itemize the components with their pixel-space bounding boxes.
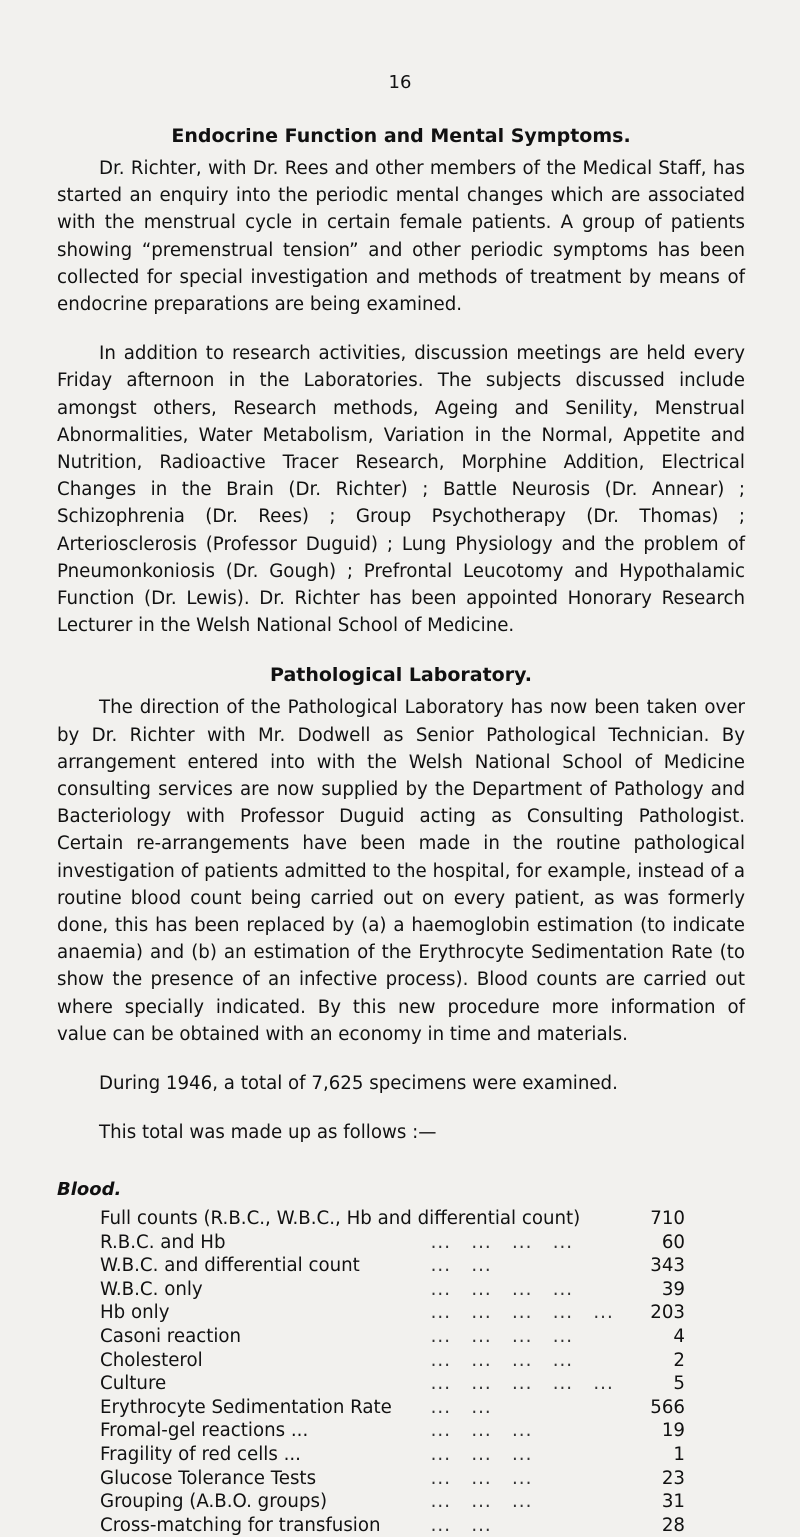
- leader-dots: ... ... ...: [430, 1444, 533, 1466]
- test-count: 28: [661, 1514, 685, 1536]
- section-heading-endocrine: Endocrine Function and Mental Symptoms.: [171, 125, 631, 147]
- test-count: 31: [661, 1491, 685, 1513]
- leader-dots: ... ... ...: [430, 1420, 533, 1442]
- leader-dots: ... ...: [430, 1514, 492, 1536]
- table-row: [100, 1254, 685, 1278]
- leader-dots: ... ... ...: [430, 1467, 533, 1489]
- test-name: Grouping (A.B.O. groups): [100, 1491, 328, 1513]
- table-row: [100, 1325, 685, 1349]
- test-count: 343: [650, 1255, 685, 1277]
- table-row: [100, 1231, 685, 1255]
- table-row: [100, 1443, 685, 1467]
- blood-label: Blood.: [57, 1179, 122, 1201]
- leader-dots: ... ... ... ... ...: [430, 1302, 614, 1324]
- section-heading-pathological: Pathological Laboratory.: [270, 664, 532, 687]
- test-name: Erythrocyte Sedimentation Rate: [100, 1396, 392, 1418]
- test-count: 4: [673, 1326, 685, 1348]
- test-count: 566: [650, 1396, 685, 1418]
- leader-dots: ... ... ... ... ...: [430, 1373, 614, 1395]
- test-count: 23: [661, 1467, 685, 1489]
- test-name: Fragility of red cells ...: [100, 1444, 301, 1466]
- test-name: Fromal-gel reactions ...: [100, 1420, 309, 1442]
- table-row: [100, 1349, 685, 1373]
- test-count: 2: [673, 1349, 685, 1371]
- document-body: [57, 122, 745, 1537]
- test-name: Hb only: [100, 1302, 170, 1324]
- test-name: Glucose Tolerance Tests: [100, 1467, 317, 1489]
- paragraph-pathological-1: The direction of the Pathological Laboratory has now been taken over by Dr. Richter with Mr. Dodwell as Senior Pathological Technician. By arrangement entered into with the Welsh National School of Medicine consulting services are now supplied by the Department of Pathology and Bacteriology with Professor Duguid acting as Consulting Pathologist. Certain re-arrangements have been made in the routine pathological investigation of patients admitted to the hospital, for example, instead of a routine blood count being carried out on every patient, as was formerly done, this has been replaced by (a) a haemoglobin estimation (to indicate anaemia) and (b) an estimation of the Erythrocyte Sedimentation Rate (to show the presence of an infective process). Blood counts are carried out where specially indicated. By this new procedure more information of value can be obtained with an economy in time and materials.: [57, 697, 745, 1045]
- paragraph-endocrine-2: In addition to research activities, discussion meetings are held every Friday afternoon in the Laboratories. The subjects discussed include amongst others, Research methods, Ageing and Senility, Menstrual Abnormalities, Water Metabolism, Variation in the Normal, Appetite and Nutrition, Radioactive Tracer Research, Morphine Addition, Electrical Changes in the Brain (Dr. Richter) ; Battle Neurosis (Dr. Annear) ; Schizophrenia (Dr. Rees) ; Group Psychotherapy (Dr. Thomas) ; Arteriosclerosis (Professor Duguid) ; Lung Physiology and the problem of Pneumonkoniosis (Dr. Gough) ; Prefrontal Leucotomy and Hypothalamic Function (Dr. Lewis). Dr. Richter has been appointed Honorary Research Lecturer in the Welsh National School of Medicine.: [57, 343, 745, 637]
- table-row: [100, 1207, 685, 1231]
- test-name: W.B.C. and differential count: [100, 1255, 360, 1277]
- blood-tests-table: [100, 1207, 685, 1537]
- test-name: Cholesterol: [100, 1349, 203, 1371]
- leader-dots: ... ... ... ...: [430, 1349, 574, 1371]
- test-name: W.B.C. only: [100, 1278, 203, 1300]
- leader-dots: ... ... ...: [430, 1491, 533, 1513]
- leader-dots: ... ...: [430, 1255, 492, 1277]
- test-count: 19: [661, 1420, 685, 1442]
- test-name: Full counts (R.B.C., W.B.C., Hb and differential count): [100, 1208, 581, 1230]
- test-name: Casoni reaction: [100, 1326, 242, 1348]
- leader-dots: ... ...: [430, 1396, 492, 1418]
- table-row: [100, 1514, 685, 1537]
- paragraph-endocrine-1: Dr. Richter, with Dr. Rees and other members of the Medical Staff, has started an enquiry into the periodic mental changes which are associated with the menstrual cycle in certain female patients. A group of patients showing “premenstrual tension” and other periodic symptoms has been collected for special investigation and methods of treatment by means of endocrine preparations are being examined.: [57, 158, 745, 316]
- leader-dots: ... ... ... ...: [430, 1278, 574, 1300]
- table-row: [100, 1396, 685, 1420]
- table-row: [100, 1301, 685, 1325]
- table-row: [100, 1278, 685, 1302]
- test-count: 1: [673, 1444, 685, 1466]
- specimens-total-line: During 1946, a total of 7,625 specimens were examined.: [99, 1073, 618, 1095]
- test-count: 203: [650, 1302, 685, 1324]
- table-row: [100, 1419, 685, 1443]
- leader-dots: ... ... ... ...: [430, 1231, 574, 1253]
- test-count: 39: [661, 1278, 685, 1300]
- table-row: [100, 1372, 685, 1396]
- table-row: [100, 1490, 685, 1514]
- page-number: 16: [388, 72, 412, 93]
- test-count: 60: [661, 1231, 685, 1253]
- table-row: [100, 1467, 685, 1491]
- breakdown-intro-line: This total was made up as follows :—: [99, 1122, 437, 1144]
- test-count: 710: [650, 1208, 685, 1230]
- test-name: Cross-matching for transfusion: [100, 1514, 381, 1536]
- test-name: R.B.C. and Hb: [100, 1231, 226, 1253]
- test-count: 5: [673, 1373, 685, 1395]
- leader-dots: ... ... ... ...: [430, 1326, 574, 1348]
- test-name: Culture: [100, 1373, 167, 1395]
